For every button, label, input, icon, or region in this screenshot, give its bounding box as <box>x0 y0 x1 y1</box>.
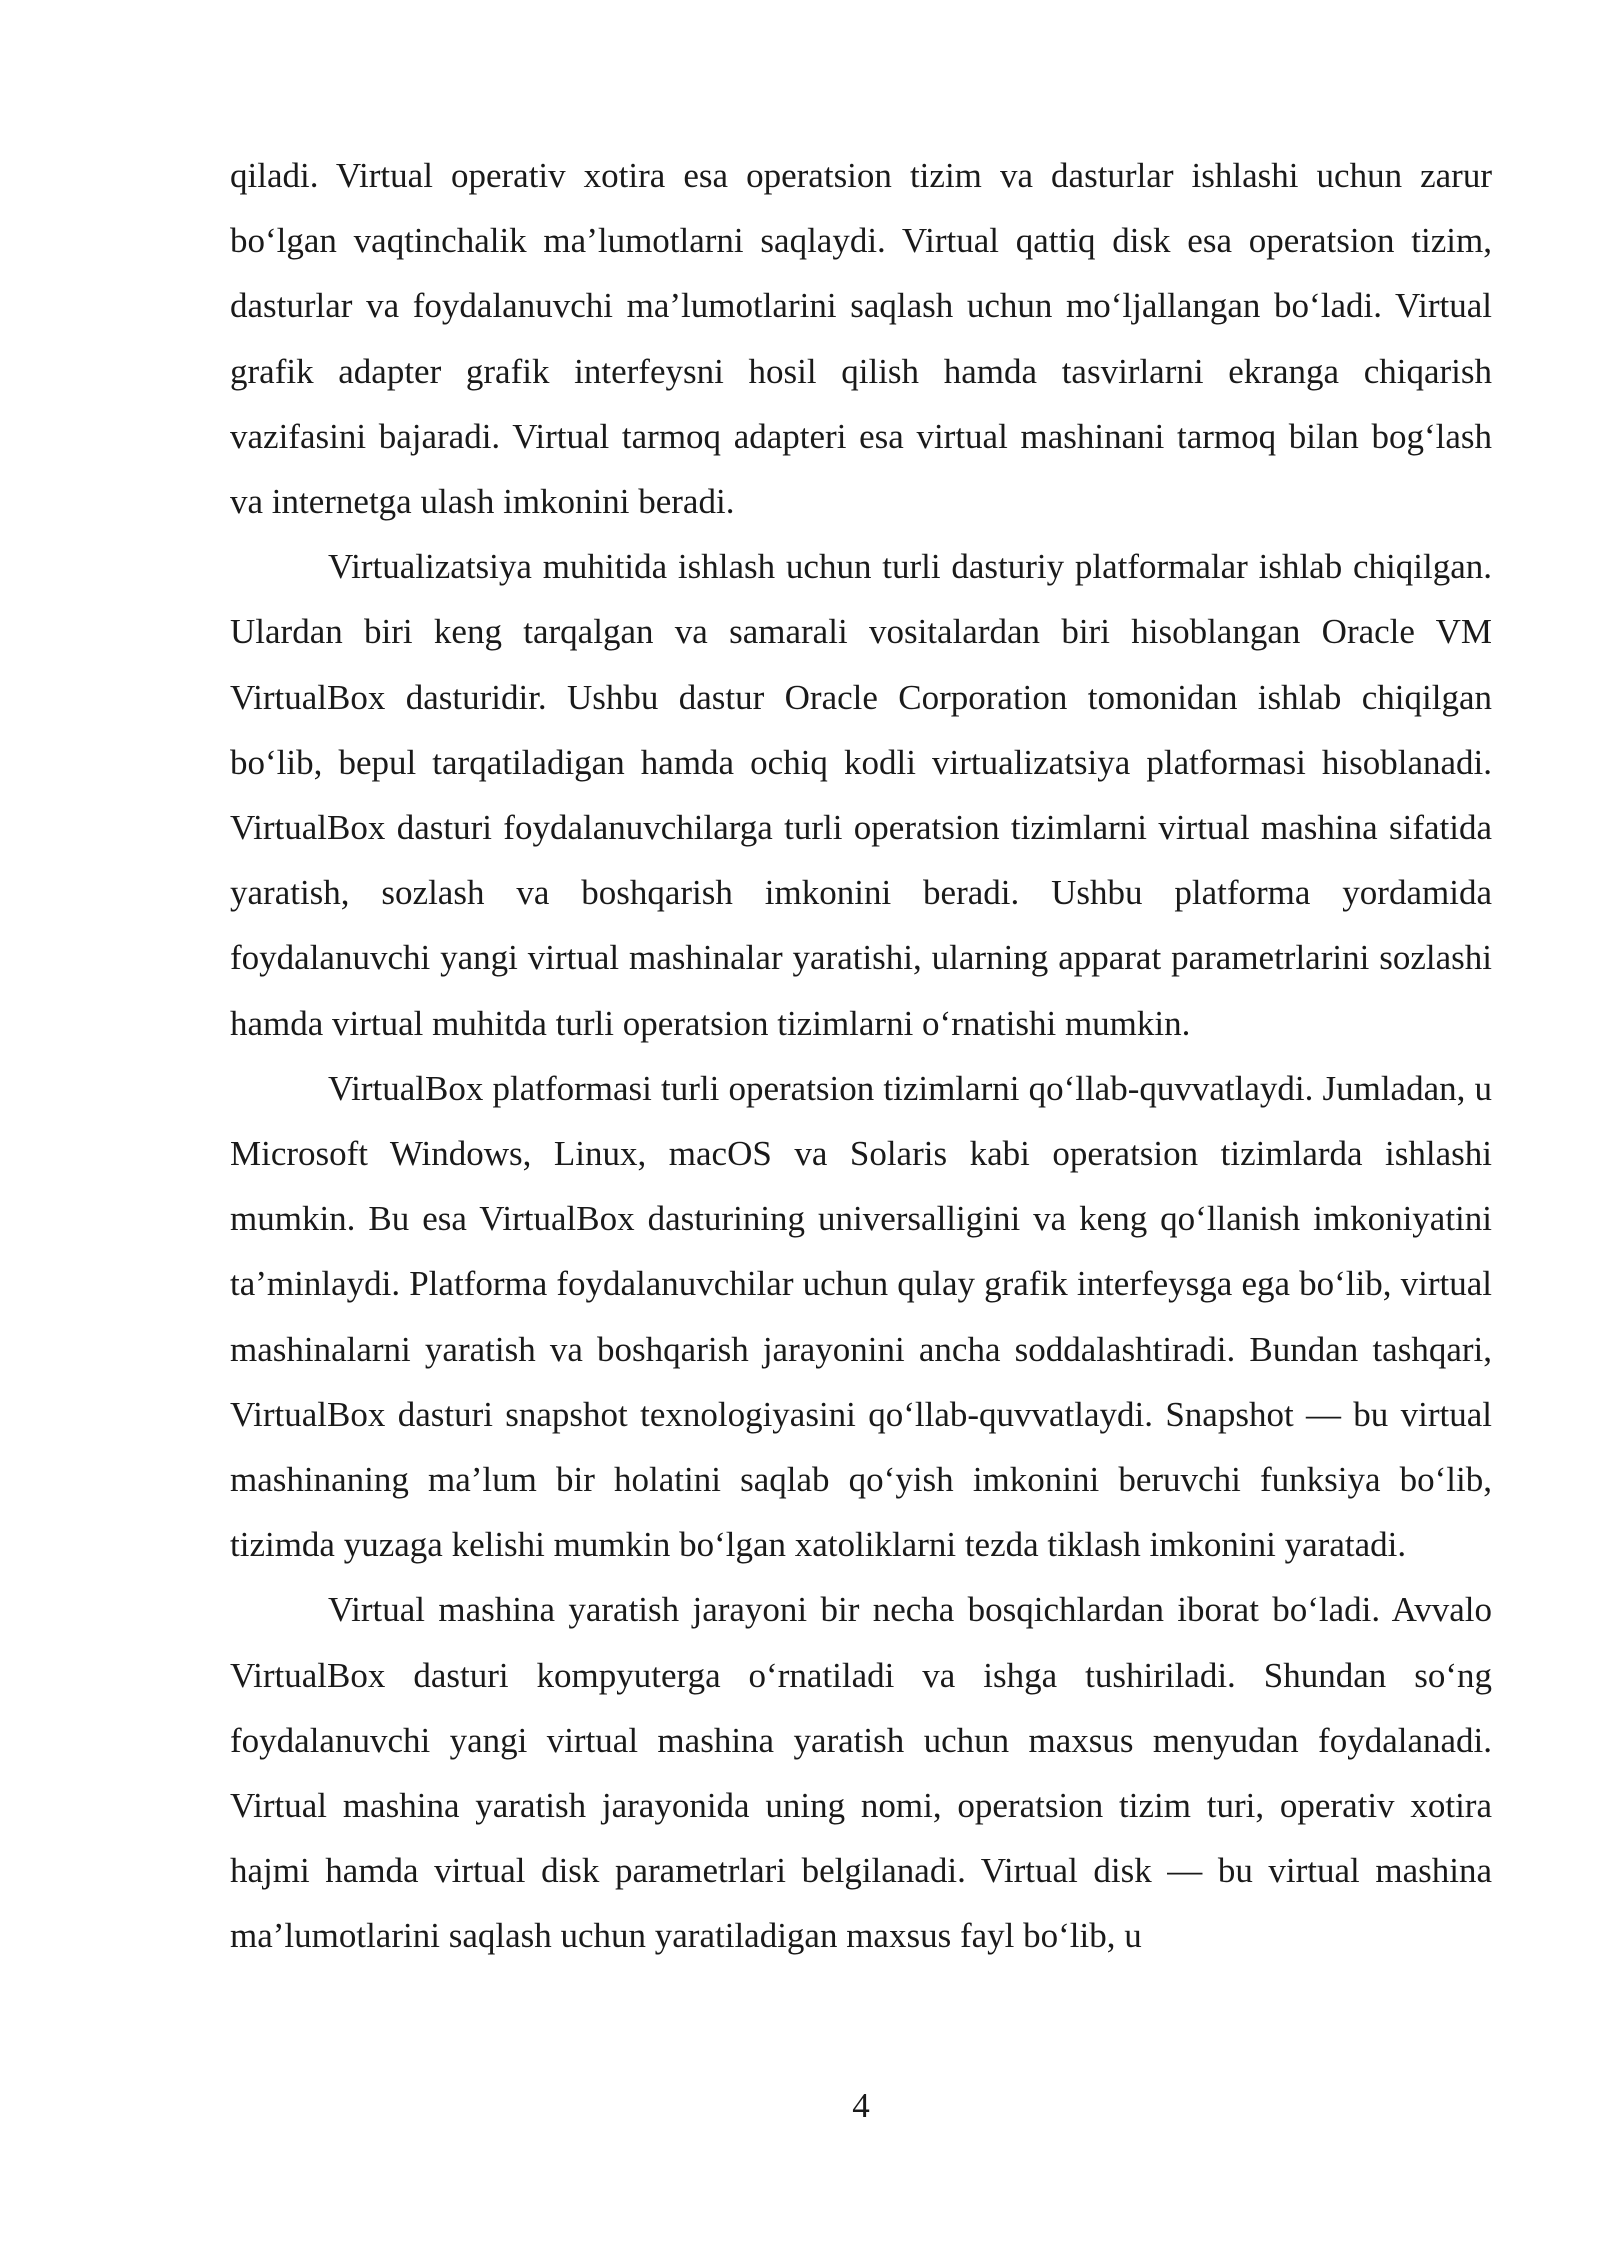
paragraph-1: qiladi. Virtual operativ xotira esa operatsion tizim va dasturlar ishlashi uchun zarur bo‘lgan vaqtinchalik ma’lumotlarni saqlaydi. Virtual qattiq disk esa operatsion tizim, dasturlar va foydalanuvchi ma’lumotlarini saqlash uchun mo‘ljallangan bo‘ladi. Virtual grafik adapter grafik interfeysni hosil qilish hamda tasvirlarni ekranga chiqarish vazifasini bajaradi. Virtual tarmoq adapteri esa virtual mashinani tarmoq bilan bog‘lash va internetga ulash imkonini beradi. <box>230 156 1492 522</box>
page-number: 4 <box>852 2086 870 2125</box>
paragraph-4: Virtual mashina yaratish jarayoni bir necha bosqichlardan iborat bo‘ladi. Avvalo VirtualBox dasturi kompyuterga o‘rnatiladi va ishga tushiriladi. Shundan so‘ng foydalanuvchi yangi virtual mashina yaratish uchun maxsus menyudan foydalanadi. Virtual mashina yaratish jarayonida uning nomi, operatsion tizim turi, operativ xotira hajmi hamda virtual disk parametrlari belgilanadi. Virtual disk — bu virtual mashina ma’lumotlarini saqlash uchun yaratiladigan maxsus fayl bo‘lib, u <box>230 1590 1492 1956</box>
body-text <box>230 143 1492 1969</box>
paragraph-3: VirtualBox platformasi turli operatsion tizimlarni qo‘llab-quvvatlaydi. Jumladan, u Microsoft Windows, Linux, macOS va Solaris kabi operatsion tizimlarda ishlashi mumkin. Bu esa VirtualBox dasturining universalligini va keng qo‘llanish imkoniyatini ta’minlaydi. Platforma foydalanuvchilar uchun qulay grafik interfeysga ega bo‘lib, virtual mashinalarni yaratish va boshqarish jarayonini ancha soddalashtiradi. Bundan tashqari, VirtualBox dasturi snapshot texnologiyasini qo‘llab-quvvatlaydi. Snapshot — bu virtual mashinaning ma’lum bir holatini saqlab qo‘yish imkonini beruvchi funksiya bo‘lib, tizimda yuzaga kelishi mumkin bo‘lgan xatoliklarni tezda tiklash imkonini yaratadi. <box>230 1068 1492 1565</box>
paragraph-2: Virtualizatsiya muhitida ishlash uchun turli dasturiy platformalar ishlab chiqilgan. Ulardan biri keng tarqalgan va samarali vositalardan biri hisoblangan Oracle VM VirtualBox dasturidir. Ushbu dastur Oracle Corporation tomonidan ishlab chiqilgan bo‘lib, bepul tarqatiladigan hamda ochiq kodli virtualizatsiya platformasi hisoblanadi. VirtualBox dasturi foydalanuvchilarga turli operatsion tizimlarni virtual mashina sifatida yaratish, sozlash va boshqarish imkonini beradi. Ushbu platforma yordamida foydalanuvchi yangi virtual mashinalar yaratishi, ularning apparat parametrlarini sozlashi hamda virtual muhitda turli operatsion tizimlarni o‘rnatishi mumkin. <box>230 547 1492 1043</box>
